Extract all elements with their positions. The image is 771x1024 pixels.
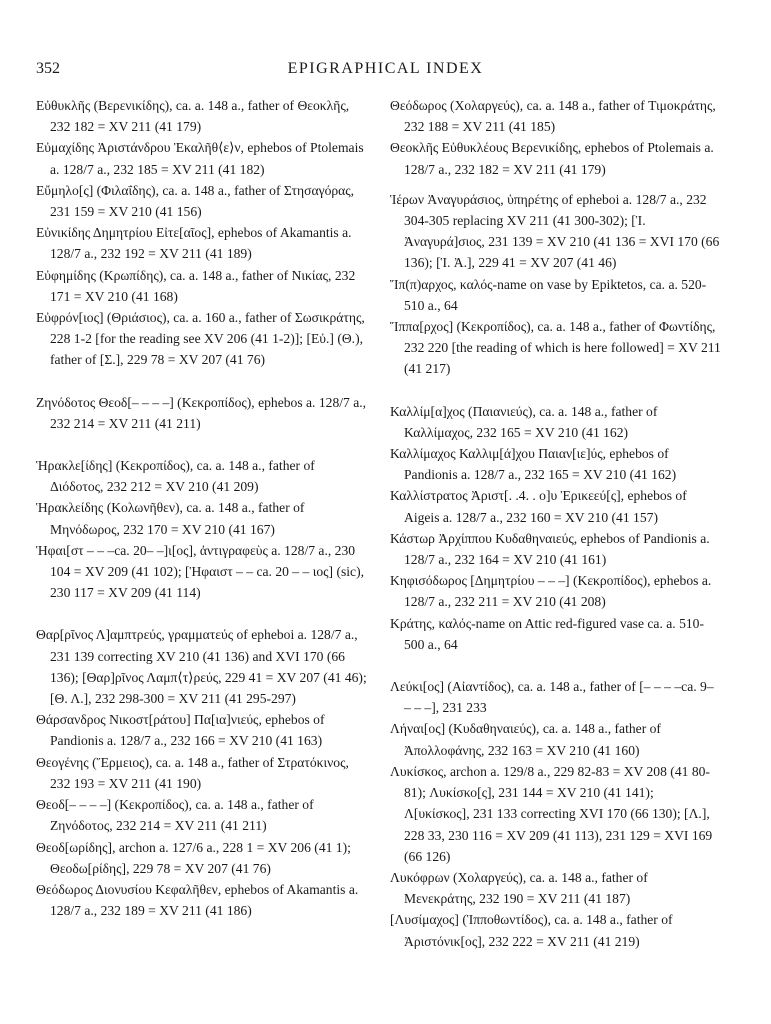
index-entry: Κηφισόδωρος [Δημητρίου – – –] (Κεκροπίδος), ephebos a. 128/7 a., 232 211 = XV 210 (41 208): [390, 573, 712, 610]
index-entry: Ἡρακλε[ίδης] (Κεκροπίδος), ca. a. 148 a., father of Διόδοτος, 232 212 = XV 210 (41 209): [36, 458, 315, 495]
index-entry: Λυκόφρων (Χολαργεύς), ca. a. 148 a., father of Μενεκράτης, 232 190 = XV 211 (41 187): [390, 869, 648, 907]
index-entry: Εὐμαχίδης Ἀριστάνδρου Ἐκαλῆθ⟨ε⟩ν, ephebos of Ptolemais a. 128/7 a., 232 185 = XV 211 (41 182): [36, 140, 364, 177]
index-entry: Κάστωρ Ἀρχίππου Κυδαθηναιεύς, ephebos of Pandionis a. 128/7 a., 232 164 = XV 210 (41 161): [390, 530, 710, 568]
index-entry: Θεόδωρος (Χολαργεύς), ca. a. 148 a., father of Τιμοκράτης, 232 188 = XV 211 (41 185): [390, 98, 716, 135]
letter-group-gap: [390, 180, 722, 189]
index-entry: Ἵπ(π)αρχος, καλός-name on vase by Epiktetos, ca. a. 520-510 a., 64: [390, 276, 707, 313]
index-entry: Θεοδ[ωρίδης], archon a. 127/6 a., 228 1 = XV 206 (41 1); Θεοδω[ρίδης], 229 78 = XV 207 (41 76): [36, 839, 351, 876]
index-entry: Ἡρακλείδης (Κολωνῆθεν), ca. a. 148 a., father of Μηνόδωρος, 232 170 = XV 210 (41 167): [36, 500, 305, 537]
index-entry: Ζηνόδοτος Θεοδ[– – – –] (Κεκροπίδος), ephebos a. 128/7 a., 232 214 = XV 211 (41 211): [36, 394, 367, 431]
index-entry: Θάρσανδρος Νικοστ[ράτου] Πα[ια]νιεύς, ephebos of Pandionis a. 128/7 a., 232 166 = XV 210 (41 163): [36, 712, 325, 749]
index-entry: Κράτης, καλός-name on Attic red-figured vase ca. a. 510-500 a., 64: [390, 615, 704, 652]
index-entry: Θαρ[ρῖνος Λ]αμπτρεύς, γραμματεύς of epheboi a. 128/7 a., 231 139 correcting XV 210 (41 136) and XVI 170 (66 136); [Θαρ]ρῖνος Λαμπ⟨τ⟩ρεύς, 229 41 = XV 207 (41 46); [Θ. Λ.], 232 298-300 = XV 211 (41 295-297): [36, 627, 367, 707]
index-entry: Θεοδ[– – – –] (Κεκροπίδος), ca. a. 148 a., father of Ζηνόδοτος, 232 214 = XV 211 (41 211): [36, 797, 314, 834]
index-entry: Λήναι[ος] (Κυδαθηναιεύς), ca. a. 148 a., father of Ἀπολλοφάνης, 232 163 = XV 210 (41 160): [390, 721, 661, 758]
index-entry: Θεογένης (Ἕρμειος), ca. a. 148 a., father of Στρατόκινος, 232 193 = XV 211 (41 190): [36, 754, 349, 791]
index-entry: Θεοκλῆς Εὐθυκλέους Βερενικίδης, ephebos of Ptolemais a. 128/7 a., 232 182 = XV 211 (41 179): [390, 140, 714, 177]
index-entry: Εὔμηλο[ς] (Φιλαΐδης), ca. a. 148 a., father of Στησαγόρας, 231 159 = XV 210 (41 156): [36, 182, 355, 220]
index-entry: Καλλίστρατος Ἀριστ[. .4. . ο]υ Ἐρικεεύ[ς], ephebos of Aigeis a. 128/7 a., 232 160 = XV 210 (41 157): [390, 488, 687, 525]
page-number: 352: [36, 60, 60, 77]
index-entry: Ἱέρων Ἀναγυράσιος, ὑπηρέτης of epheboi a. 128/7 a., 232 304-305 replacing XV 211 (41 300-302); [Ἱ. Ἀναγυρά]σιος, 231 139 = XV 210 (41 136 = XVI 170 (66 136); [Ἱ. Ἀ.], 229 41 = XV 207 (41 46): [390, 191, 720, 271]
letter-group-gap: [36, 371, 368, 392]
index-entry: Λυκίσκος, archon a. 129/8 a., 229 82-83 = XV 208 (41 80-81); Λυκίσκο[ς], 231 144 = XV 210 (41 141); Λ[υκίσκος], 231 133 correcting XVI 170 (66 130); [Λ.], 228 33, 230 116 = XV 209 (41 113), 231 129 = XVI 169 (66 126): [390, 763, 713, 864]
letter-group-gap: [390, 380, 722, 401]
index-entry: Καλλίμαχος Καλλιμ[ά]χου Παιαν[ιε]ύς, ephebos of Pandionis a. 128/7 a., 232 165 = XV 210 (41 162): [390, 446, 677, 483]
index-entry: Καλλίμ[α]χος (Παιανιεύς), ca. a. 148 a., father of Καλλίμαχος, 232 165 = XV 210 (41 162): [390, 403, 658, 440]
index-entry: Εὐφρόν[ιος] (Θριάσιος), ca. a. 160 a., father of Σωσικράτης, 228 1-2 [for the reading see XV 206 (41 1-2)]; [Εὐ.] (Θ.), father of [Σ.], 229 78 = XV 207 (41 76): [36, 310, 365, 368]
index-entry: [Λυσίμαχος] (Ἱπποθωντίδος), ca. a. 148 a., father of Ἀριστόνικ[ος], 232 222 = XV 211 (41 219): [390, 912, 673, 949]
letter-group-gap: [390, 655, 722, 676]
index-entry: Ἵππα[ρχος] (Κεκροπίδος), ca. a. 148 a., father of Φωντίδης, 232 220 [the reading of which is here followed] = XV 211 (41 217): [390, 319, 721, 377]
letter-group-gap: [36, 603, 368, 624]
index-entry: Εὐθυκλῆς (Βερενικίδης), ca. a. 148 a., father of Θεοκλῆς, 232 182 = XV 211 (41 179): [36, 98, 350, 135]
index-entry: Εὐφημίδης (Κρωπίδης), ca. a. 148 a., father of Νικίας, 232 171 = XV 210 (41 168): [36, 267, 356, 304]
index-column-left: [36, 95, 368, 921]
index-entry: Ἡφαι[στ – – –ca. 20– –]ι[ος], ἀντιγραφεὺς a. 128/7 a., 230 104 = XV 209 (41 102); [Ἡφαιστ – – ca. 20 – – ιος] (sic), 230 117 = XV 209 (41 114): [36, 542, 365, 601]
index-entry: Λεύκι[ος] (Αἰαντίδος), ca. a. 148 a., father of [– – – –ca. 9– – – –], 231 233: [390, 679, 714, 716]
running-head: EPIGRAPHICAL INDEX: [287, 60, 484, 77]
index-entry: Θεόδωρος Διονυσίου Κεφαλῆθεν, ephebos of Akamantis a. 128/7 a., 232 189 = XV 211 (41 186): [36, 881, 359, 919]
index-entry: Εὐνικίδης Δημητρίου Εἰτε[αῖος], ephebos of Akamantis a. 128/7 a., 232 192 = XV 211 (41 189): [36, 225, 352, 262]
index-column-right: [390, 95, 722, 952]
letter-group-gap: [36, 434, 368, 455]
